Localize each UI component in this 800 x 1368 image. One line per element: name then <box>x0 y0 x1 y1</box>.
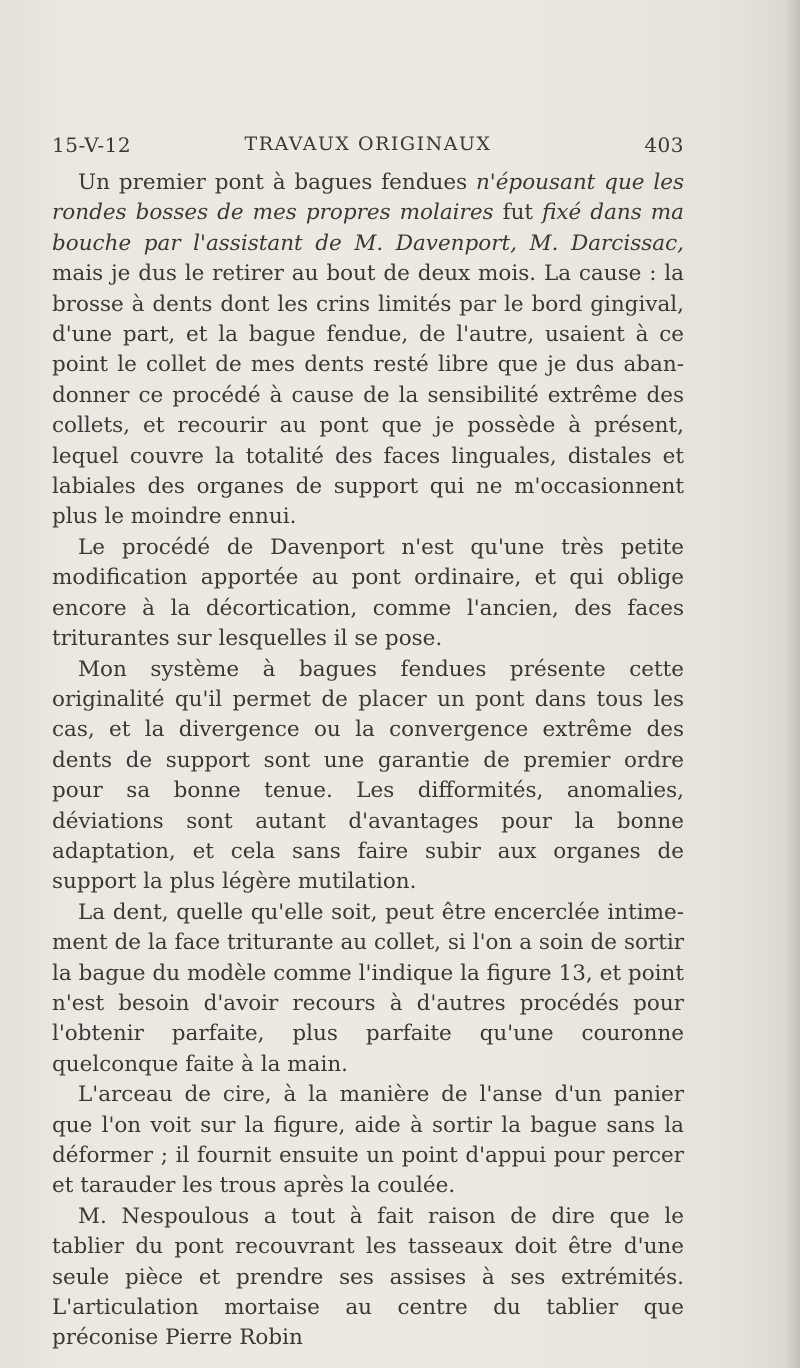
text-run: fut <box>493 200 543 226</box>
body-text <box>52 168 684 1354</box>
italic-text: fixé dans ma bouche par l'assistant de M. Davenport, M. Darcissac, <box>52 200 684 256</box>
text-run: Le procédé de Davenport n'est qu'une très petite modification apportée au pont ordinaire, et qui oblige encore à la décortication, comme l'ancien, des faces triturantes sur lesquelles il se pose. <box>52 534 684 652</box>
header-date: 15-V-12 <box>52 133 132 157</box>
text-run: M. Nespoulous a tout à fait raison de dire que le tablier du pont recouvrant les tasseaux doit être d'une seule pièce et prendre ses assises à ses extrémités. L'articulation mortaise au centre du tablier que préconise Pierre Robin <box>52 1203 684 1351</box>
paragraph <box>52 533 684 655</box>
text-run: mais je dus le retirer au bout de deux mois. La cause : la brosse à dents dont les crins limités par le bord gingival, d'une part, et la bague fendue, de l'autre, usaient à ce point le collet de mes dents resté libre que je dus abandonner ce procédé à cause de la sensibilité extrême des collets, et recourir au pont que je possède à présent, lequel couvre la totalité des faces linguales, distales et labiales des organes de support qui ne m'occasionnent plus le moindre ennui. <box>52 261 684 530</box>
page-number: 403 <box>644 133 684 157</box>
text-run: L'arceau de cire, à la manière de l'anse d'un panier que l'on voit sur la figure, aide à sortir la bague sans la déformer ; il fournit ensuite un point d'appui pour percer et tarauder les trous après la coulée. <box>52 1082 684 1199</box>
paragraph <box>52 898 684 1080</box>
paragraph <box>52 1080 684 1202</box>
header-section-title: TRAVAUX ORIGINAUX <box>244 133 492 155</box>
text-run: La dent, quelle qu'elle soit, peut être encerclée intimement de la face triturante au collet, si l'on a soin de sortir la bague du modèle comme l'indique la figure 13, et point n'est besoin d'avoir recours à d'autres procédés pour l'obtenir parfaite, plus parfaite qu'une couronne quelconque faite à la main. <box>52 899 684 1077</box>
paragraph <box>52 168 684 533</box>
paragraph <box>52 655 684 898</box>
italic-text: n'épousant que les rondes bosses de mes propres molaires <box>52 170 684 226</box>
paragraph <box>52 1202 684 1354</box>
page-edge-shadow <box>786 0 800 1368</box>
running-header <box>52 133 684 163</box>
text-run: Mon système à bagues fendues présente cette originalité qu'il permet de placer un pont dans tous les cas, et la divergence ou la convergence extrême des dents de support sont une garantie de premier ordre pour sa bonne tenue. Les difformités, anomalies, déviations sont autant d'avantages pour la bonne adaptation, et cela sans faire subir aux organes de support la plus légère mutilation. <box>52 656 684 895</box>
text-run: Un premier pont à bagues fendues <box>78 170 476 195</box>
